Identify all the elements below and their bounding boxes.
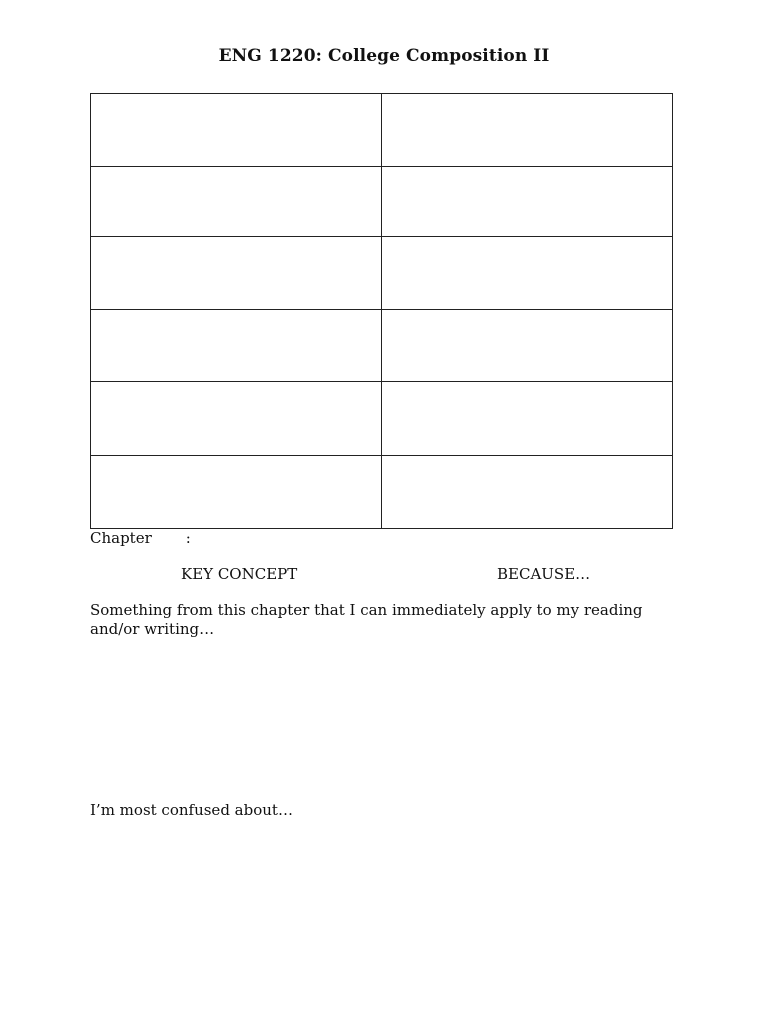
because-cell[interactable] <box>382 455 673 528</box>
because-cell[interactable] <box>382 236 673 309</box>
table-row <box>91 236 673 309</box>
because-heading: BECAUSE… <box>497 565 591 583</box>
because-cell[interactable] <box>382 94 673 167</box>
key-concept-cell[interactable] <box>91 309 382 381</box>
because-cell[interactable] <box>382 382 673 455</box>
chapter-label: Chapter <box>90 529 152 547</box>
apply-prompt: Something from this chapter that I can immediately apply to my reading and/or writing… <box>90 601 643 638</box>
table-row <box>91 455 673 528</box>
concept-table <box>90 93 673 529</box>
table-row <box>91 382 673 455</box>
key-concept-heading: KEY CONCEPT <box>181 565 298 583</box>
confused-prompt: I’m most confused about… <box>90 801 293 819</box>
table-row <box>91 309 673 381</box>
page-title: ENG 1220: College Composition II <box>218 46 550 66</box>
key-concept-cell[interactable] <box>91 455 382 528</box>
chapter-line <box>90 529 191 548</box>
table-row <box>91 167 673 236</box>
key-concept-cell[interactable] <box>91 167 382 236</box>
key-concept-cell[interactable] <box>91 382 382 455</box>
because-cell[interactable] <box>382 309 673 381</box>
table-row <box>91 94 673 167</box>
key-concept-cell[interactable] <box>91 236 382 309</box>
key-concept-cell[interactable] <box>91 94 382 167</box>
chapter-colon: : <box>185 529 191 547</box>
because-cell[interactable] <box>382 167 673 236</box>
